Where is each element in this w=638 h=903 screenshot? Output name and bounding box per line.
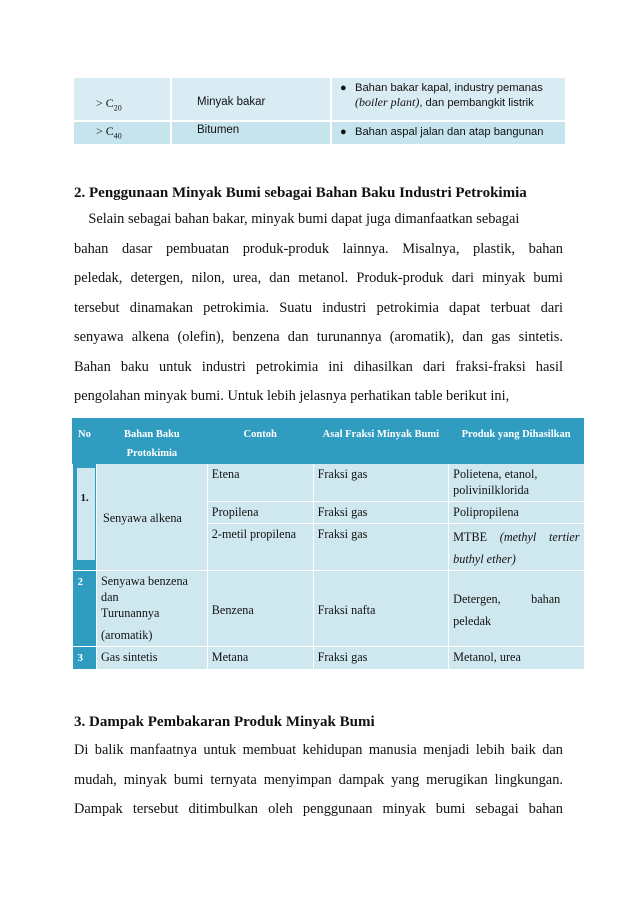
col-header-asal: Asal Fraksi Minyak Bumi <box>313 419 449 464</box>
produk-cell: Detergen, bahan peledak <box>449 571 584 647</box>
product-cell: Minyak bakar <box>197 96 266 108</box>
table-header-row <box>73 419 584 464</box>
paragraph: Selain sebagai bahan bakar, minyak bumi dapat juga dimanfaatkan sebagai bahan dasar pembuatan produk-produk lainnya. Misalnya, plastik, bahan peledak, detergen, nilon, urea, dan metanol. Produk-produk dari minyak bumi tersebut dinamakan petrokimia. Suatu industri petrokimia dapat terbuat dari senyawa alkena (olefin), benzena dan turunannya (aromatik), dan gas sintetis. Bahan baku untuk industri petrokimia ini dihasilkan dari fraksi-fraksi hasil pengolahan minyak bumi. Untuk lebih jelasnya perhatikan table berikut ini, <box>74 211 563 404</box>
bahan-cell: Senyawa alkena <box>96 464 207 571</box>
asal-cell: Fraksi gas <box>313 647 449 669</box>
table-row <box>73 77 566 121</box>
table-row <box>73 571 584 647</box>
asal-cell: Fraksi gas <box>313 524 449 571</box>
produk-cell: Metanol, urea <box>449 647 584 669</box>
col-header-contoh: Contoh <box>207 419 313 464</box>
bahan-cell: Senyawa benzena dan Turunannya (aromatik) <box>96 571 207 647</box>
contoh-cell: Propilena <box>207 502 313 524</box>
paragraph: Di balik manfaatnya untuk membuat kehidupan manusia menjadi lebih baik dan mudah, minyak bumi ternyata menyimpan dampak yang merugikan lingkungan. Dampak tersebut ditimbulkan oleh penggunaan minyak bumi sebagai bahan <box>74 742 563 817</box>
fraction-cell: > $C_{40}$ <box>96 124 122 141</box>
asal-cell: Fraksi gas <box>313 502 449 524</box>
row-number: 1. <box>80 492 89 504</box>
contoh-cell: Etena <box>207 464 313 502</box>
section-heading: 2. Penggunaan Minyak Bumi sebagai Bahan Baku Industri Petrokimia <box>74 185 527 201</box>
bullet-icon: ● <box>340 126 347 138</box>
asal-cell: Fraksi nafta <box>313 571 449 647</box>
use-cell: ● Bahan bakar kapal, industry pemanas (boiler plant), dan pembangkit listrik <box>340 82 543 109</box>
bullet-icon: ● <box>340 82 347 94</box>
product-cell: Bitumen <box>197 124 240 136</box>
fraction-table <box>72 76 567 146</box>
produk-cell: Polipropilena <box>449 502 584 524</box>
col-header-produk: Produk yang Dihasilkan <box>449 419 584 464</box>
contoh-cell: Benzena <box>207 571 313 647</box>
fraction-cell: > $C_{20}$ <box>96 96 122 113</box>
table-row <box>73 464 584 502</box>
produk-cell: Polietena, etanol, polivinilklorida <box>449 464 584 502</box>
col-header-no: No <box>73 419 97 464</box>
table-row <box>73 647 584 669</box>
contoh-cell: 2-metil propilena <box>207 524 313 571</box>
row-number: 2 <box>73 571 97 647</box>
petrochemical-table <box>72 418 584 669</box>
use-cell: ● Bahan aspal jalan dan atap bangunan <box>340 126 544 138</box>
section-heading: 3. Dampak Pembakaran Produk Minyak Bumi <box>74 714 375 730</box>
contoh-cell: Metana <box>207 647 313 669</box>
row-number: 3 <box>73 647 97 669</box>
asal-cell: Fraksi gas <box>313 464 449 502</box>
col-header-bahan: Bahan Baku Protokimia <box>96 419 207 464</box>
table-row <box>73 121 566 145</box>
bahan-cell: Gas sintetis <box>96 647 207 669</box>
produk-cell: MTBE (methyl tertier buthyl ether) <box>449 524 584 571</box>
